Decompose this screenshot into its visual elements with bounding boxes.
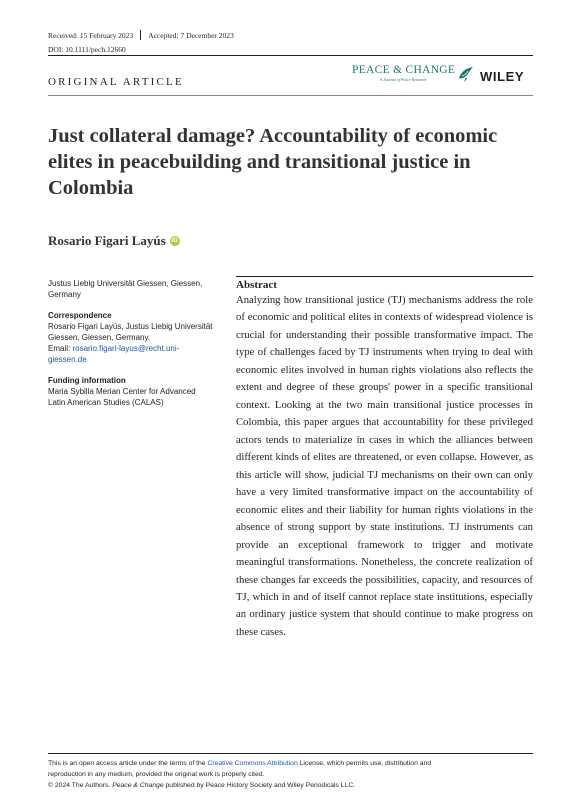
license-line [48,758,533,769]
license-link[interactable]: Creative Commons Attribution [207,760,298,767]
abstract-divider [236,276,533,277]
funding [48,375,213,408]
email-label: Email: [48,344,71,353]
affiliation: Justus Liebig Universität Giessen, Giessen, Germany [48,279,203,299]
correspondence-email [48,343,213,365]
journal-logo [352,65,456,83]
license-footer [48,758,533,791]
journal-dove-icon [456,64,476,84]
accepted-date: Accepted: 7 December 2023 [148,30,234,40]
publisher-logo: WILEY [480,69,525,84]
doi[interactable]: DOI: 10.1111/pech.12660 [48,45,126,54]
copyright-post: published by Peace History Society and Wiley Periodicals LLC. [165,782,356,789]
author-name[interactable]: Rosario Figari Layús [48,233,166,248]
correspondence-text: Rosario Figari Layús, Justus Liebig Universität Giessen, Giessen, Germany. [48,322,213,342]
orcid-icon[interactable]: iD [171,237,178,244]
email-link[interactable]: rosario.figari-layus@recht.uni-giessen.de [48,344,180,364]
abstract-heading: Abstract [236,279,277,291]
license-line-2: reproduction in any medium, provided the original work is properly cited. [48,771,265,778]
received-date: Received: 15 February 2023 [48,30,134,40]
abstract-text: Analyzing how transitional justice (TJ) mechanisms address the role of economic and political elites in contexts of widespread violence is crucial for understanding their possible transformative impact. The type of challenges faced by TJ instruments when trying to deal with economic elites involved in human rights violations also reflects the extent and degree of these groups' power in a specific transitional context. Looking at the two main transitional justice processes in Colombia, this paper argues that accountability for these privileged actors tends to materialize in cases in which the alliances between different kinds of elites are threatened, or even collapse. However, as this article will show, judicial TJ mechanisms on their own can only have a very limited transformative impact on the accountability of economic elites and their liability for human rights violations in the absence of strong support by state institutions. TJ instruments can provide an exceptional framework to trigger and motivate meaningful transformations. Nonetheless, the concrete realization of these changes far exceeds the possibilities, capacity, and resources of TJ, which in and of itself cannot replace state institutions, especially an ordinary justice system that should continue to make progress on these cases. [236,294,533,638]
funding-text: Maria Sybilla Merian Center for Advanced Latin American Studies (CALAS) [48,387,196,407]
header-divider [48,55,533,56]
copyright-line [48,780,533,791]
footer-divider [48,753,533,754]
article-sidebar [48,278,213,418]
article-type: ORIGINAL ARTICLE [48,76,184,88]
copyright-journal: Peace & Change [112,782,164,789]
article-type-divider [48,95,533,96]
journal-tagline: A Journal of Peace Research [380,77,427,82]
license-text-post: License, which permits use, distribution and [299,760,432,767]
abstract [236,277,533,641]
license-text-pre: This is an open access article under the terms of the [48,760,206,767]
correspondence-heading: Correspondence [48,311,112,320]
copyright-pre: © 2024 The Authors. [48,782,111,789]
article-dates [48,30,234,40]
funding-heading: Funding information [48,376,126,385]
article-title: Just collateral damage? Accountability of economic elites in peacebuilding and transitional justice in Colombia [48,125,498,199]
author [48,233,180,249]
date-separator [140,30,141,40]
correspondence [48,310,213,365]
journal-name: PEACE & CHANGE [352,64,456,76]
